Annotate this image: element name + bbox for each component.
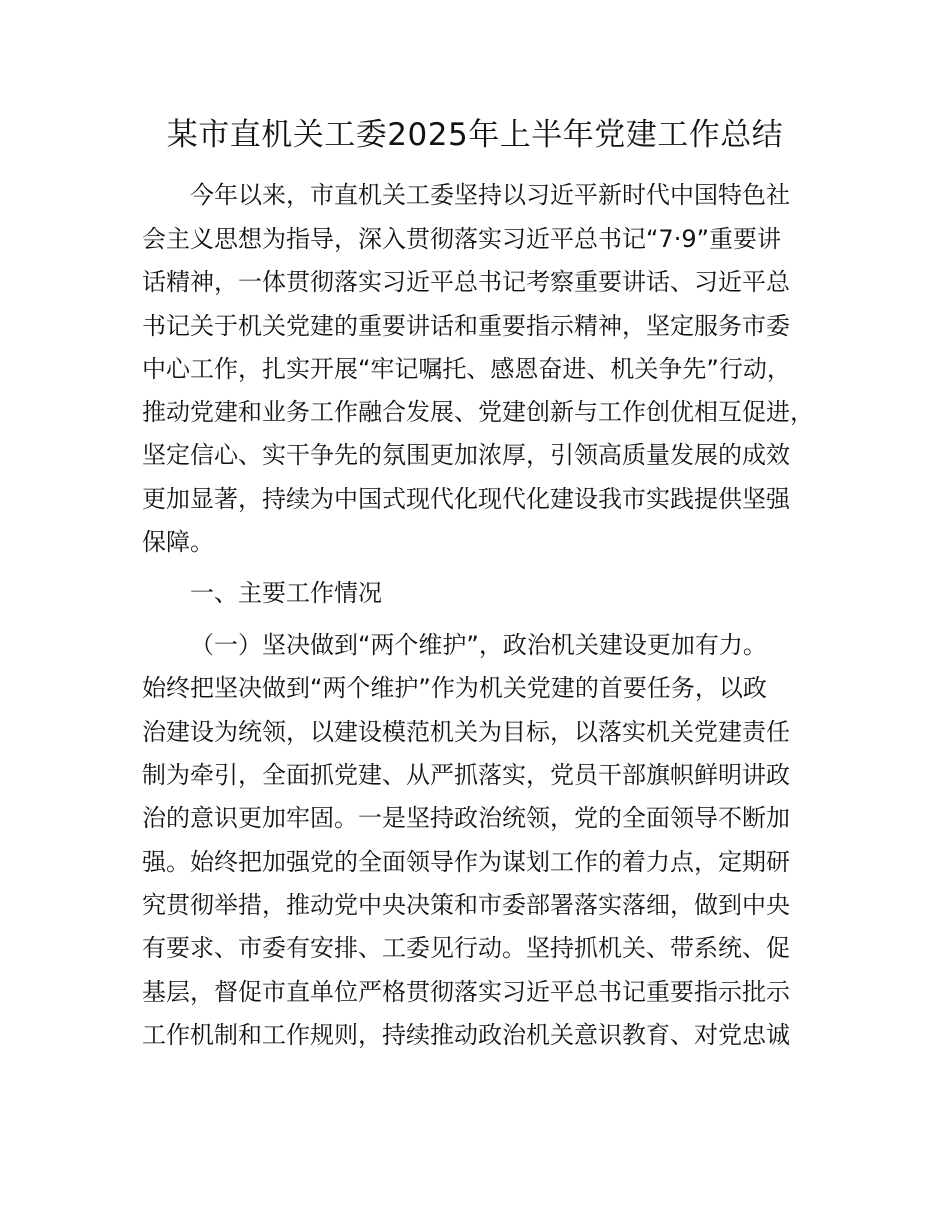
subsection-line-8: 有要求、市委有安排、工委见行动。坚持抓机关、带系统、促: [142, 934, 790, 962]
intro-line-2: 会主义思想为指导，深入贯彻落实习近平总书记“7·9”重要讲: [142, 225, 782, 253]
document-title: 某市直机关工委2025年上半年党建工作总结: [166, 117, 784, 153]
section-heading: 一、主要工作情况: [190, 579, 382, 607]
intro-line-9: 保障。: [142, 528, 214, 556]
subsection-line-4: 制为牵引，全面抓党建、从严抓落实，党员干部旗帜鲜明讲政: [142, 761, 790, 789]
subsection-line-5: 治的意识更加牢固。一是坚持政治统领，党的全面领导不断加: [142, 804, 790, 832]
subsection-line-2: 始终把坚决做到“两个维护”作为机关党建的首要任务，以政: [142, 674, 767, 702]
subsection-line-7: 究贯彻举措，推动党中央决策和市委部署落实落细，做到中央: [142, 891, 790, 919]
intro-line-6: 推动党建和业务工作融合发展、党建创新与工作创优相互促进，: [142, 398, 814, 426]
subsection-line-6: 强。始终把加强党的全面领导作为谋划工作的着力点，定期研: [142, 848, 790, 876]
intro-line-5: 中心工作，扎实开展“牢记嘱托、感恩奋进、机关争先”行动，: [142, 355, 791, 383]
intro-line-4: 书记关于机关党建的重要讲话和重要指示精神，坚定服务市委: [142, 312, 790, 340]
intro-line-8: 更加显著，持续为中国式现代化现代化建设我市实践提供坚强: [142, 485, 790, 513]
intro-line-3: 话精神，一体贯彻落实习近平总书记考察重要讲话、习近平总: [142, 268, 790, 296]
subsection-line-3: 治建设为统领，以建设模范机关为目标，以落实机关党建责任: [142, 718, 790, 746]
intro-line-7: 坚定信心、实干争先的氛围更加浓厚，引领高质量发展的成效: [142, 441, 790, 469]
subsection-line-10: 工作机制和工作规则，持续推动政治机关意识教育、对党忠诚: [142, 1021, 790, 1049]
intro-line-1: 今年以来，市直机关工委坚持以习近平新时代中国特色社: [190, 181, 790, 209]
subsection-line-9: 基层，督促市直单位严格贯彻落实习近平总书记重要指示批示: [142, 978, 790, 1006]
subsection-line-1: （一）坚决做到“两个维护”，政治机关建设更加有力。: [190, 631, 767, 659]
